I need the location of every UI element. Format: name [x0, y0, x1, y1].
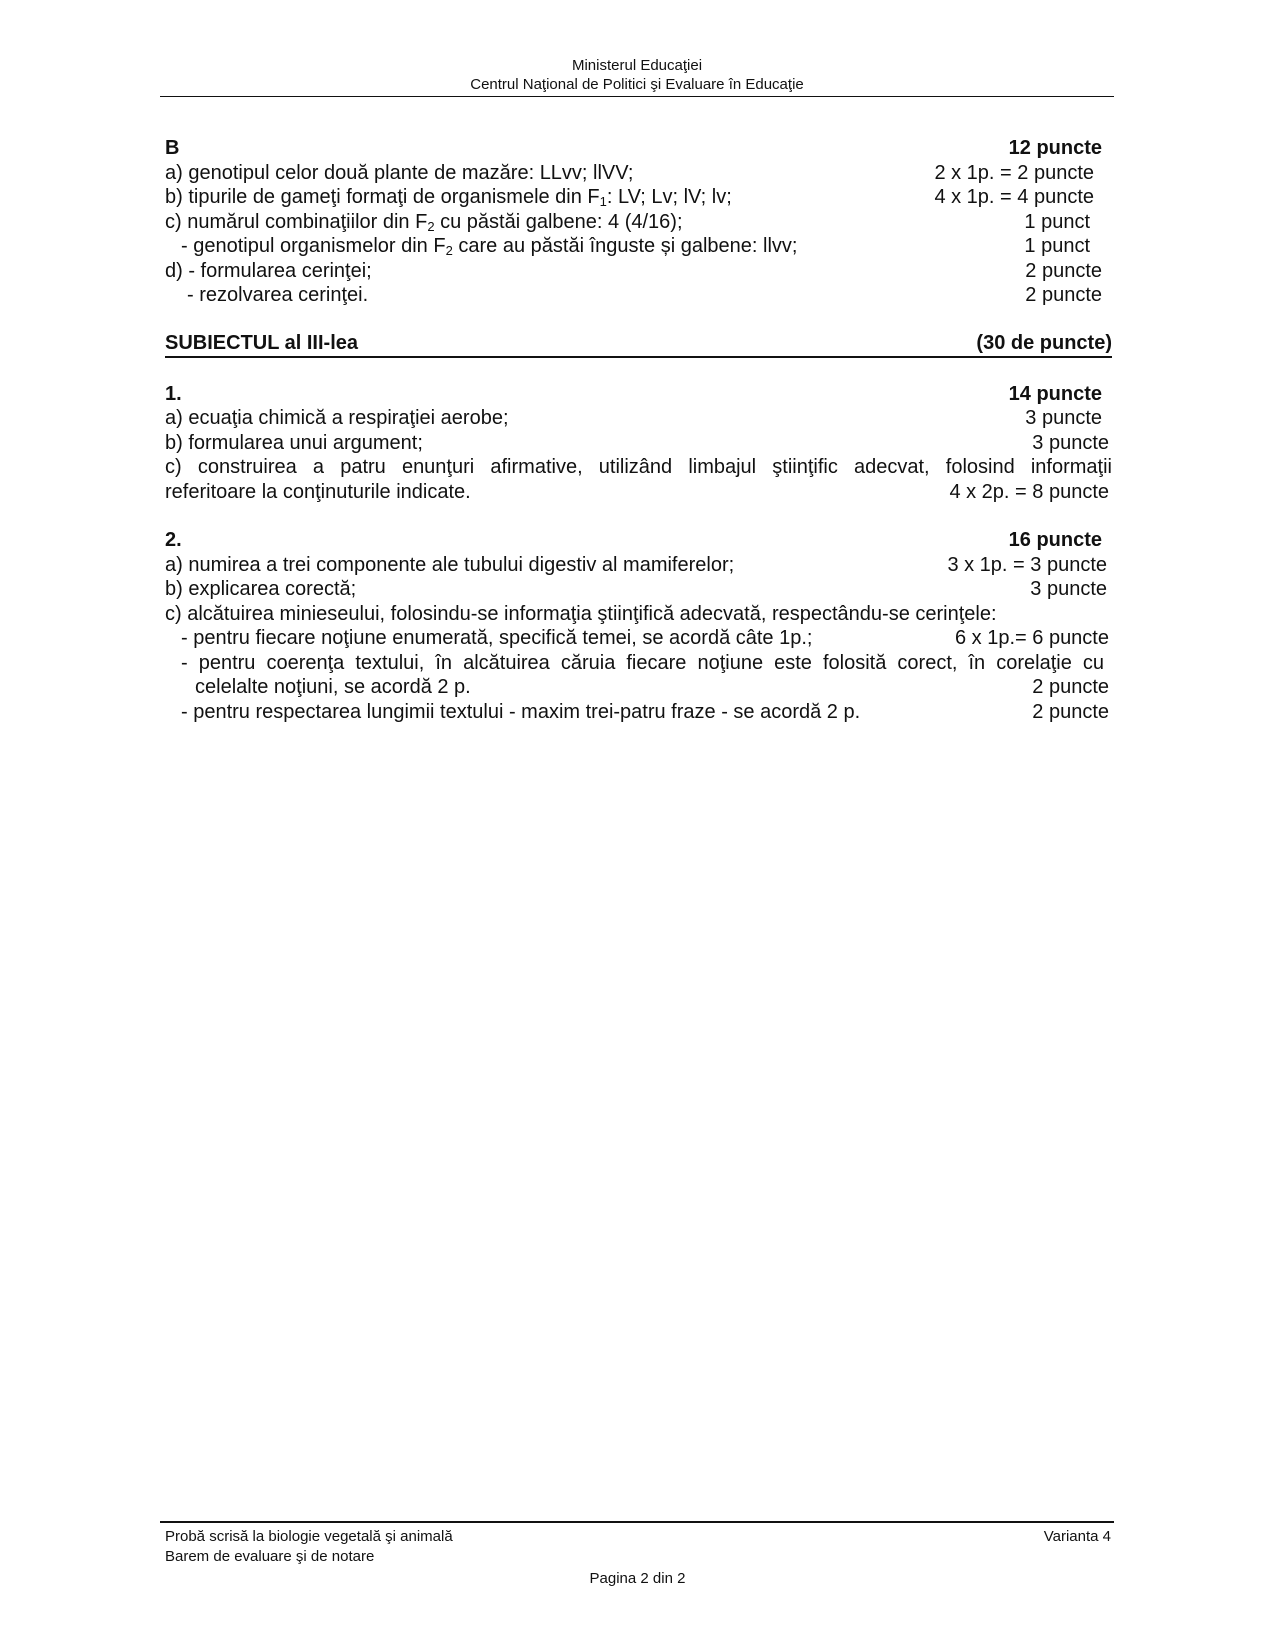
item-text: a) ecuaţia chimică a respiraţiei aerobe; [165, 407, 509, 429]
q2-item-a [165, 553, 1112, 578]
part-b-heading [165, 136, 1112, 161]
q1-heading [165, 382, 1112, 407]
item-text: d) - formularea cerinţei; [165, 259, 372, 282]
q2-heading [165, 528, 1112, 553]
part-b-item-c1 [165, 210, 1112, 235]
item-text-end: care au păstăi înguste și galbene: llvv; [452, 235, 798, 257]
q2-title: 2. [165, 529, 182, 551]
item-text: - pentru respectarea lungimii textului - maxim trei-patru fraze - se acordă 2 p. [181, 700, 861, 723]
q1-item-b [165, 431, 1112, 456]
item-points: 3 x 1p. = 3 puncte [947, 553, 1107, 576]
item-points: 4 x 1p. = 4 puncte [934, 186, 1094, 208]
subscript: 2 [445, 243, 453, 258]
part-b-item-d1 [165, 259, 1112, 284]
item-text-end: : LV; Lv; lV; lv; [606, 186, 732, 208]
variant-label: Varianta 4 [1043, 1528, 1111, 1545]
item-text: a) genotipul celor două plante de mazăre: LLvv; llVV; [165, 161, 634, 184]
item-points: 2 puncte [1025, 284, 1102, 306]
item-text: - pentru fiecare noţiune enumerată, specifică temei, se acordă câte 1p.; [181, 627, 813, 649]
q2-item-c2-line1: - pentru coerenţa textului, în alcătuirea căruia fiecare noţiune este folosită corect, în corelaţie cu [181, 651, 1104, 674]
ministry-name: Ministerul Educaţiei [571, 57, 703, 74]
exam-name: Probă scrisă la biologie vegetală şi animală [165, 1528, 453, 1545]
part-b-item-c2 [165, 234, 1112, 259]
part-b-item-b [165, 185, 1112, 210]
item-points: 3 puncte [1032, 431, 1109, 454]
item-text: b) formularea unui argument; [165, 431, 423, 454]
item-points: 4 x 2p. = 8 puncte [949, 480, 1109, 503]
scoring-content [165, 136, 1112, 724]
item-points: 1 punct [1024, 235, 1090, 257]
header-divider [160, 96, 1114, 97]
subscript: 2 [427, 218, 435, 234]
item-points: 2 puncte [1025, 259, 1102, 282]
part-b-item-d2 [165, 283, 1112, 308]
item-text: celelalte noţiuni, se acordă 2 p. [195, 676, 471, 698]
q2-item-b [165, 577, 1112, 602]
q2-item-c [165, 602, 1112, 627]
q2-item-c1 [165, 626, 1112, 651]
part-b-item-a [165, 161, 1112, 186]
item-points: 2 puncte [1032, 676, 1109, 698]
item-points: 1 punct [1024, 210, 1090, 233]
item-points: 2 puncte [1032, 700, 1109, 723]
page-footer [165, 1527, 1111, 1567]
section-3-title: SUBIECTUL al III-lea [165, 331, 359, 354]
item-text-start: - genotipul organismelor din F [181, 235, 446, 257]
item-text-start: c) numărul combinaţiilor din F [165, 210, 428, 233]
item-points: 3 puncte [1030, 578, 1107, 600]
q2-item-c2-line2 [165, 675, 1112, 700]
q2-item-c3 [165, 700, 1112, 725]
q1-item-c-line1: c) construirea a patru enunţuri afirmative, utilizând limbajul ştiinţific adecvat, folosind informaţii [165, 456, 1112, 478]
page-number: Pagina 2 din 2 [589, 1570, 686, 1587]
item-text: c) alcătuirea minieseului, folosindu-se informaţia ştiinţifică adecvată, respectându-se cerinţele: [165, 602, 997, 625]
item-text: a) numirea a trei componente ale tubului digestiv al mamiferelor; [165, 553, 735, 576]
item-points: 6 x 1p.= 6 puncte [954, 627, 1109, 649]
item-text-end: cu păstăi galbene: 4 (4/16); [434, 210, 683, 233]
part-b-points: 12 puncte [1008, 137, 1102, 159]
item-text-start: b) tipurile de gameţi formaţi de organismele din F [165, 186, 600, 208]
q1-item-a [165, 406, 1112, 431]
item-text: - rezolvarea cerinţei. [187, 284, 369, 306]
subscript: 1 [599, 194, 607, 209]
item-text: referitoare la conţinuturile indicate. [165, 480, 471, 503]
item-points: 2 x 1p. = 2 puncte [934, 161, 1094, 184]
item-points: 3 puncte [1025, 407, 1102, 429]
section-3-heading [165, 330, 1112, 358]
part-b-title: B [165, 137, 180, 159]
q1-points: 14 puncte [1008, 382, 1102, 405]
q2-points: 16 puncte [1008, 529, 1102, 551]
footer-divider [160, 1521, 1114, 1523]
q1-title: 1. [165, 382, 182, 405]
center-name: Centrul Naţional de Politici şi Evaluare în Educaţie [470, 76, 804, 93]
document-type: Barem de evaluare şi de notare [165, 1548, 375, 1565]
q1-item-c-line2 [165, 480, 1112, 505]
page-header [160, 56, 1114, 94]
section-3-points: (30 de puncte) [976, 331, 1112, 354]
item-text: b) explicarea corectă; [165, 578, 357, 600]
